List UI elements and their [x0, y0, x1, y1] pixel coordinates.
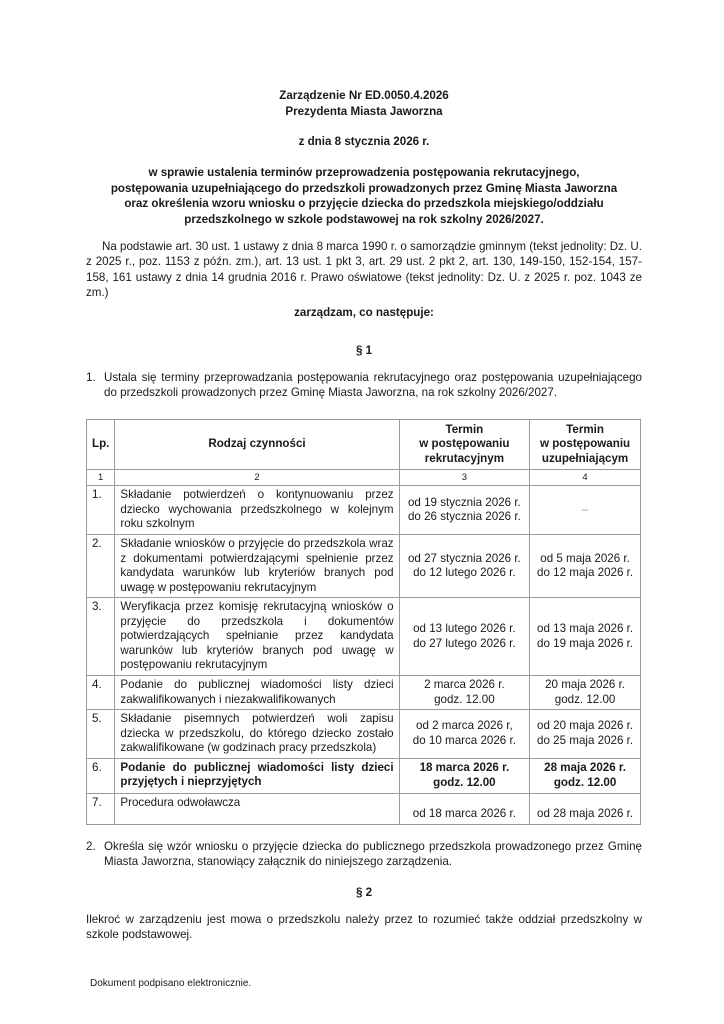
subject-line-4: przedszkolnego w szkole podstawowej na rok szkolny 2026/2027.	[184, 212, 544, 226]
column-number: 2	[115, 470, 399, 486]
schedule-table	[86, 419, 641, 825]
term-line: od 27 stycznia 2026 r.	[407, 551, 521, 565]
row-lp: 1.	[87, 486, 115, 535]
subject-line-1: w sprawie ustalenia terminów przeprowadzenia postępowania rekrutacyjnego,	[148, 166, 580, 179]
point-text: Określa się wzór wniosku o przyjęcie dziecka do publicznego przedszkola prowadzonego przez Gminę Miasta Jaworzna, stanowiący załącznik do niniejszego zarządzenia.	[104, 840, 642, 868]
section-1-point-1	[86, 370, 642, 400]
row-lp: 7.	[87, 793, 115, 824]
row-activity: Weryfikacja przez komisję rekrutacyjną wniosków o przyjęcie do przedszkola i dokumentów potwierdzających spełnianie przez kandydata warunków lub kryteriów branych pod uwagę w postępowaniu rekrutacyjnym	[115, 598, 399, 676]
section-2-heading: § 2	[355, 886, 373, 899]
term-line: od 5 maja 2026 r.	[540, 551, 630, 565]
row-supplementary-term	[530, 598, 641, 676]
header-recruitment-l3: rekrutacyjnym	[424, 451, 504, 465]
row-recruitment-term	[399, 676, 530, 710]
table-row	[87, 758, 641, 793]
row-supplementary-term	[530, 758, 641, 793]
subject-line-2: postępowania uzupełniającego do przedszkoli prowadzonych przez Gminę Miasta Jaworzna	[110, 181, 618, 195]
row-lp: 5.	[87, 710, 115, 759]
row-recruitment-term	[399, 598, 530, 676]
row-supplementary-term	[530, 535, 641, 598]
header-supplementary-l1: Termin	[566, 422, 604, 436]
not-applicable-dash: –	[581, 502, 589, 516]
row-supplementary-term	[530, 676, 641, 710]
point-number: 1.	[86, 371, 96, 384]
table-row	[87, 710, 641, 759]
subject-line-3: oraz określenia wzoru wniosku o przyjęcie dziecka do przedszkola miejskiego/oddziału	[124, 197, 604, 210]
row-activity: Składanie pisemnych potwierdzeń woli zapisu dziecka w przedszkolu, do którego dziecko zostało zakwalifikowane (w godzinach pracy przedszkola)	[115, 710, 399, 759]
title-line-1: Zarządzenie Nr ED.0050.4.2026	[279, 89, 449, 102]
term-line: od 20 maja 2026 r.	[537, 719, 634, 733]
table-row	[87, 793, 641, 824]
header-recruitment-l1: Termin	[445, 422, 484, 436]
column-number: 1	[87, 470, 115, 486]
header-supplementary-l2: w postępowaniu	[539, 437, 631, 451]
term-line: do 27 lutego 2026 r.	[413, 636, 516, 650]
row-recruitment-term	[399, 793, 530, 824]
document-subject	[86, 165, 642, 227]
term-line: do 25 maja 2026 r.	[537, 733, 634, 747]
header-activity: Rodzaj czynności	[115, 420, 399, 470]
table-row	[87, 598, 641, 676]
term-line: od 13 maja 2026 r.	[537, 622, 634, 635]
column-number: 3	[399, 470, 530, 486]
row-lp: 6.	[87, 758, 115, 793]
term-line: godz. 12.00	[434, 692, 495, 706]
row-recruitment-term	[399, 710, 530, 759]
term-line: od 13 lutego 2026 r.	[413, 622, 516, 635]
term-line: od 28 maja 2026 r.	[537, 807, 634, 820]
row-supplementary-term	[530, 710, 641, 759]
table-header-row	[87, 420, 641, 470]
term-line: 20 maja 2026 r.	[545, 678, 626, 691]
term-line: do 12 maja 2026 r.	[537, 566, 634, 579]
term-line: 2 marca 2026 r.	[424, 678, 505, 691]
header-supplementary	[530, 420, 641, 470]
term-line: godz. 12.00	[553, 775, 617, 789]
row-lp: 4.	[87, 676, 115, 710]
term-line: godz. 12.00	[554, 692, 616, 706]
term-line: do 26 stycznia 2026 r.	[407, 510, 521, 523]
term-line: do 12 lutego 2026 r.	[413, 566, 516, 579]
legal-basis	[86, 239, 642, 300]
document-date: z dnia 8 stycznia 2026 r.	[298, 135, 430, 148]
table-row	[87, 486, 641, 535]
header-recruitment-l2: w postępowaniu	[419, 437, 510, 451]
row-activity: Podanie do publicznej wiadomości listy dzieci przyjętych i nieprzyjętych	[115, 758, 399, 793]
header-supplementary-l3: uzupełniającym	[541, 451, 629, 465]
row-lp: 2.	[87, 535, 115, 598]
document-title	[86, 88, 642, 120]
section-1-heading: § 1	[355, 344, 373, 357]
decree-phrase: zarządzam, co następuje:	[294, 306, 434, 319]
term-line: 18 marca 2026 r.	[419, 761, 510, 774]
row-supplementary-term	[530, 793, 641, 824]
header-recruitment	[399, 420, 530, 470]
section-2-text: Ilekroć w zarządzeniu jest mowa o przedszkolu należy przez to rozumieć także oddział przedszkolny w szkole podstawowej.	[86, 913, 642, 941]
term-line: od 19 stycznia 2026 r.	[407, 495, 521, 509]
header-lp: Lp.	[87, 420, 115, 470]
term-line: od 18 marca 2026 r.	[412, 807, 516, 820]
row-activity: Składanie potwierdzeń o kontynuowaniu przez dziecko wychowania przedszkolnego w kolejnym roku szkolnym	[115, 486, 399, 535]
point-text: Ustala się terminy przeprowadzania postępowania rekrutacyjnego oraz postępowania uzupełniającego do przedszkoli prowadzonych przez Gminę Miasta Jaworzna, na rok szkolny 2026/2027.	[104, 371, 642, 399]
row-recruitment-term	[399, 535, 530, 598]
row-activity: Podanie do publicznej wiadomości listy dzieci zakwalifikowanych i niezakwalifikowanych	[115, 676, 399, 710]
table-row	[87, 535, 641, 598]
column-number: 4	[530, 470, 641, 486]
point-number: 2.	[86, 840, 96, 853]
term-line: 28 maja 2026 r.	[544, 761, 626, 774]
table-row	[87, 676, 641, 710]
row-supplementary-term	[530, 486, 641, 535]
term-line: do 10 marca 2026 r.	[412, 733, 516, 747]
legal-basis-text: Na podstawie art. 30 ust. 1 ustawy z dnia 8 marca 1990 r. o samorządzie gminnym (tekst jednolity: Dz. U. z 2025 r., poz. 1153 z późn. zm.), art. 13 ust. 1 pkt 3, art. 29 ust. 2 pkt 2, art. 130, 149-150, 152-154, 157-158, 161 ustawy z dnia 14 grudnia 2016 r. Prawo oświatowe (tekst jednolity: Dz. U. z 2025 r. poz. 1043 ze zm.)	[86, 240, 642, 299]
row-lp: 3.	[87, 598, 115, 676]
column-number-row	[87, 470, 641, 486]
title-line-2: Prezydenta Miasta Jaworzna	[285, 105, 443, 118]
row-activity: Procedura odwoławcza	[115, 793, 399, 824]
term-line: od 2 marca 2026 r,	[416, 719, 513, 733]
term-line: godz. 12.00	[433, 775, 496, 789]
section-1-point-2	[86, 839, 642, 869]
row-recruitment-term	[399, 758, 530, 793]
electronic-signature-note: Dokument podpisano elektronicznie.	[90, 978, 252, 989]
row-activity: Składanie wniosków o przyjęcie do przedszkola wraz z dokumentami potwierdzającymi spełnienie przez kandydata warunków lub kryteriów branych pod uwagę w postępowaniu rekrutacyjnym	[115, 535, 399, 598]
row-recruitment-term	[399, 486, 530, 535]
term-line: do 19 maja 2026 r.	[537, 636, 634, 650]
